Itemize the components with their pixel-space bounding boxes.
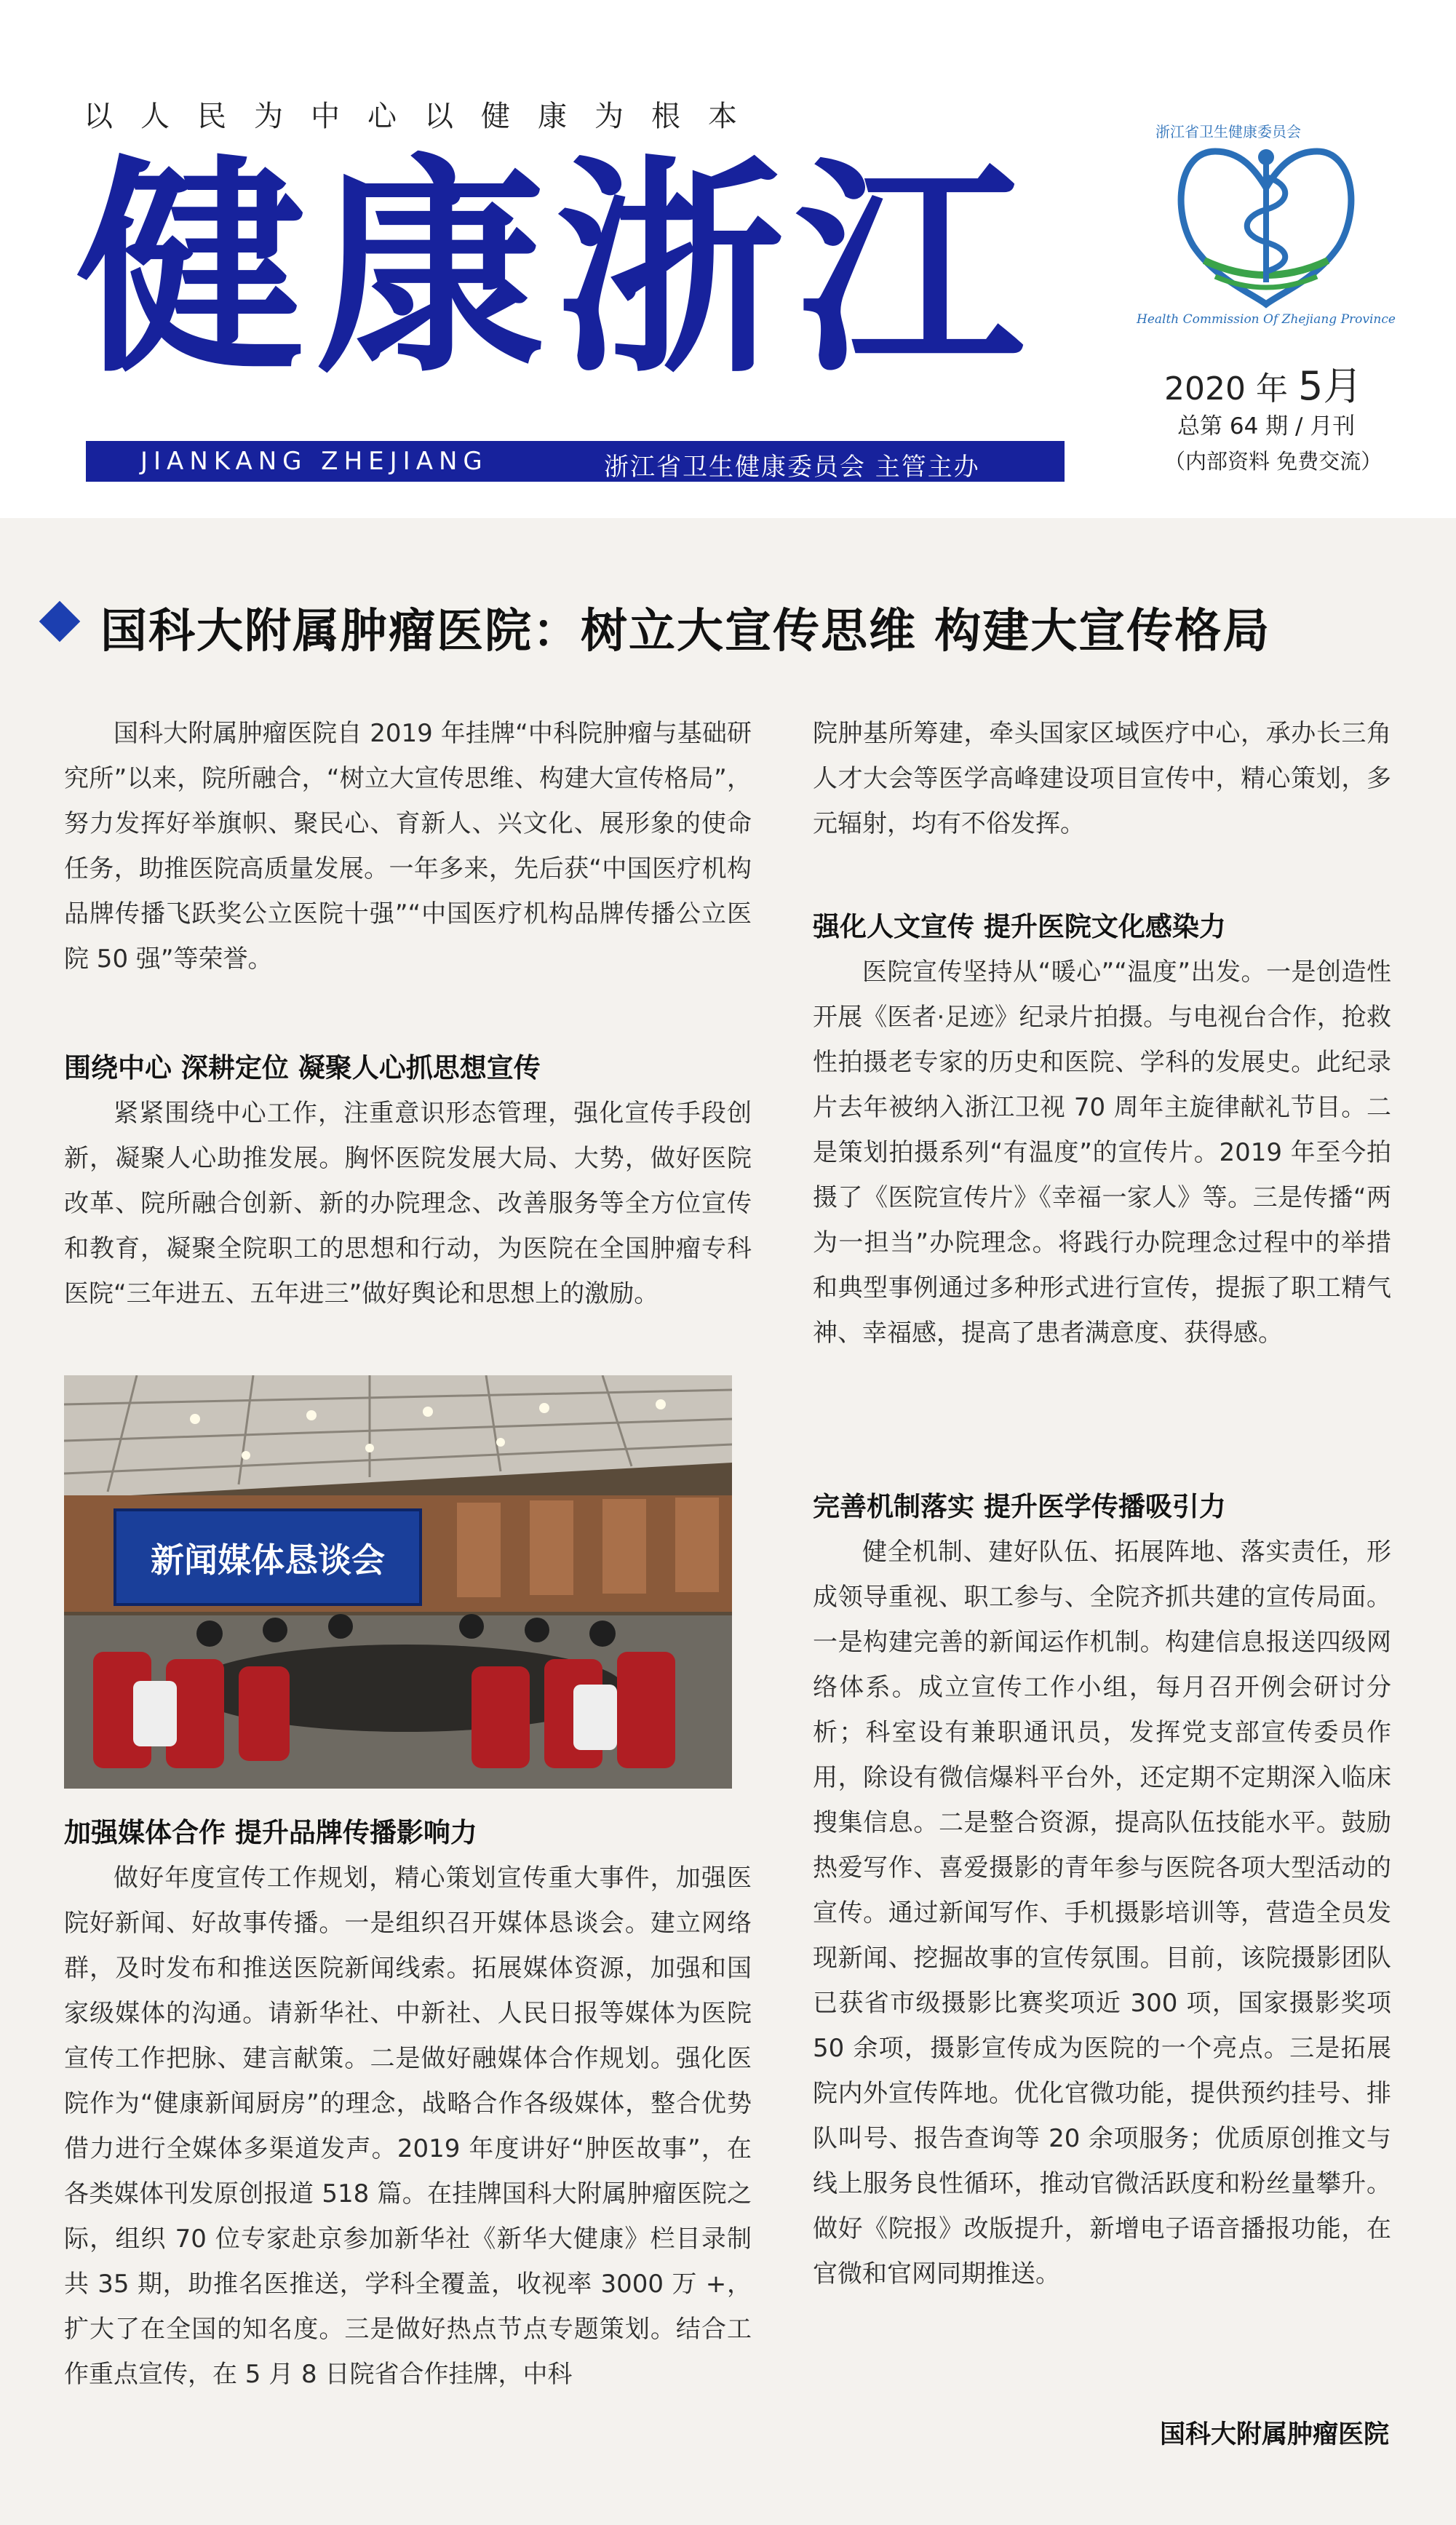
title-pinyin: JIANKANG ZHEJIANG xyxy=(140,447,488,476)
section-heading: 完善机制落实 提升医学传播吸引力 xyxy=(813,1491,1226,1522)
article-headline: 国科大附属肿瘤医院：树立大宣传思维 构建大宣传格局 xyxy=(100,605,1271,659)
section-heading: 加强媒体合作 提升品牌传播影响力 xyxy=(64,1817,477,1848)
masthead xyxy=(0,0,1456,518)
section-3 xyxy=(813,904,1391,1356)
section-1 xyxy=(64,1046,752,1316)
section-body: 医院宣传坚持从“暖心”“温度”出发。一是创造性开展《医者·足迹》纪录片拍摄。与电视台合作，抢救性拍摄老专家的历史和医院、学科的发展史。此纪录片去年被纳入浙江卫视 70 周年主旋律献礼节目。二是策划拍摄系列“有温度”的宣传片。2019 年至今拍摄了《医院宣传片》《幸福一家人》等。三是传播“两为一担当”办院理念。将践行办院理念过程中的举措和典型事例通过多种形式进行宣传，提振了职工精气神、幸福感，提高了患者满意度、获得感。 xyxy=(813,958,1391,1348)
diamond-bullet-icon xyxy=(39,601,81,643)
article-author: 国科大附属肿瘤医院 xyxy=(1160,2420,1390,2449)
issue-total: 总第 64 期 / 月刊 xyxy=(1177,413,1356,440)
title-band xyxy=(86,441,1065,482)
section-body: 健全机制、建好队伍、拓展阵地、落实责任，形成领导重视、职工参与、全院齐抓共建的宣传局面。一是构建完善的新闻运作机制。构建信息报送四级网络体系。成立宣传工作小组，每月召开例会研讨分析；科室设有兼职通讯员，发挥党支部宣传委员作用，除设有微信爆料平台外，还定期不定期深入临床搜集信息。二是整合资源，提高队伍技能水平。鼓励热爱写作、喜爱摄影的青年参与医院各项大型活动的宣传。通过新闻写作、手机摄影培训等，营造全员发现新闻、挖掘故事的宣传氛围。目前，该院摄影团队已获省市级摄影比赛奖项近 300 项，国家摄影奖项 50 余项，摄影宣传成为医院的一个亮点。三是拓展院内外宣传阵地。优化官微功能，提供预约挂号、排队叫号、报告查询等 20 余项服务；优质原创推文与线上服务良性循环，推动官微活跃度和粉丝量攀升。做好《院报》改版提升，新增电子语音播报功能，在官微和官网同期推送。 xyxy=(813,1538,1391,2289)
intro-text: 国科大附属肿瘤医院自 2019 年挂牌“中科院肿瘤与基础研究所”以来，院所融合，“树立大宣传思维、构建大宣传格局”，努力发挥好举旗帜、聚民心、育新人、兴文化、展形象的使命任务，助推医院高质量发展。一年多来，先后获“中国医疗机构品牌传播飞跃奖公立医院十强”“中国医疗机构品牌传播公立医院 50 强”等荣誉。 xyxy=(64,719,752,974)
emblem-text-cn: 浙江省卫生健康委员会 xyxy=(1155,123,1301,140)
article-heading xyxy=(29,589,1433,659)
health-commission-emblem xyxy=(1135,108,1397,326)
sponsor-line: 浙江省卫生健康委员会 主管主办 xyxy=(604,453,980,482)
section-2 xyxy=(64,1810,752,2397)
emblem-text-en: Health Commission Of Zhejiang Province xyxy=(1137,312,1396,326)
section-body: 做好年度宣传工作规划，精心策划宣传重大事件，加强医院好新闻、好故事传播。一是组织召开媒体恳谈会。建立网络群，及时发布和推送医院新闻线索。拓展媒体资源，加强和国家级媒体的沟通。请新华社、中新社、人民日报等媒体为医院宣传工作把脉、建言献策。二是做好融媒体合作规划。强化医院作为“健康新闻厨房”的理念，战略合作各级媒体，整合优势借力进行全媒体多渠道发声。2019 年度讲好“肿医故事”，在各类媒体刊发原创报道 518 篇。在挂牌国科大附属肿瘤医院之际，组织 70 位专家赴京参加新华社《新华大健康》栏目录制共 35 期，助推名医推送，学科全覆盖，收视率 3000 万 +，扩大了在全国的知名度。三是做好热点节点专题策划。结合工作重点宣传，在 5 月 8 日院省合作挂牌，中科 xyxy=(64,1864,752,2389)
slogan: 以人民为中心以健康为根本 xyxy=(84,100,765,133)
photo-banner-text: 新闻媒体恳谈会 xyxy=(151,1540,385,1580)
section-heading: 围绕中心 深耕定位 凝聚人心抓思想宣传 xyxy=(64,1052,541,1083)
magazine-title: 健康浙江 xyxy=(76,138,1034,404)
section-4 xyxy=(813,1484,1391,2297)
section-body-continued: 院肿基所筹建，牵头国家区域医疗中心，承办长三角人才大会等医学高峰建设项目宣传中，精心策划，多元辐射，均有不俗发挥。 xyxy=(813,719,1391,838)
issue-date xyxy=(1164,355,1362,411)
section-heading: 强化人文宣传 提升医院文化感染力 xyxy=(813,911,1226,942)
issue-note: （内部资料 免费交流） xyxy=(1164,449,1383,474)
issue-month: 5月 xyxy=(1297,363,1363,409)
section-2-continued xyxy=(813,711,1391,846)
media-meeting-photo xyxy=(64,1375,732,1789)
issue-year: 2020 年 xyxy=(1164,370,1288,407)
intro-paragraph xyxy=(64,711,752,982)
section-body: 紧紧围绕中心工作，注重意识形态管理，强化宣传手段创新，凝聚人心助推发展。胸怀医院发展大局、大势，做好医院改革、院所融合创新、新的办院理念、改善服务等全方位宣传和教育，凝聚全院职工的思想和行动，为医院在全国肿瘤专科医院“三年进五、五年进三”做好舆论和思想上的激励。 xyxy=(64,1099,752,1308)
